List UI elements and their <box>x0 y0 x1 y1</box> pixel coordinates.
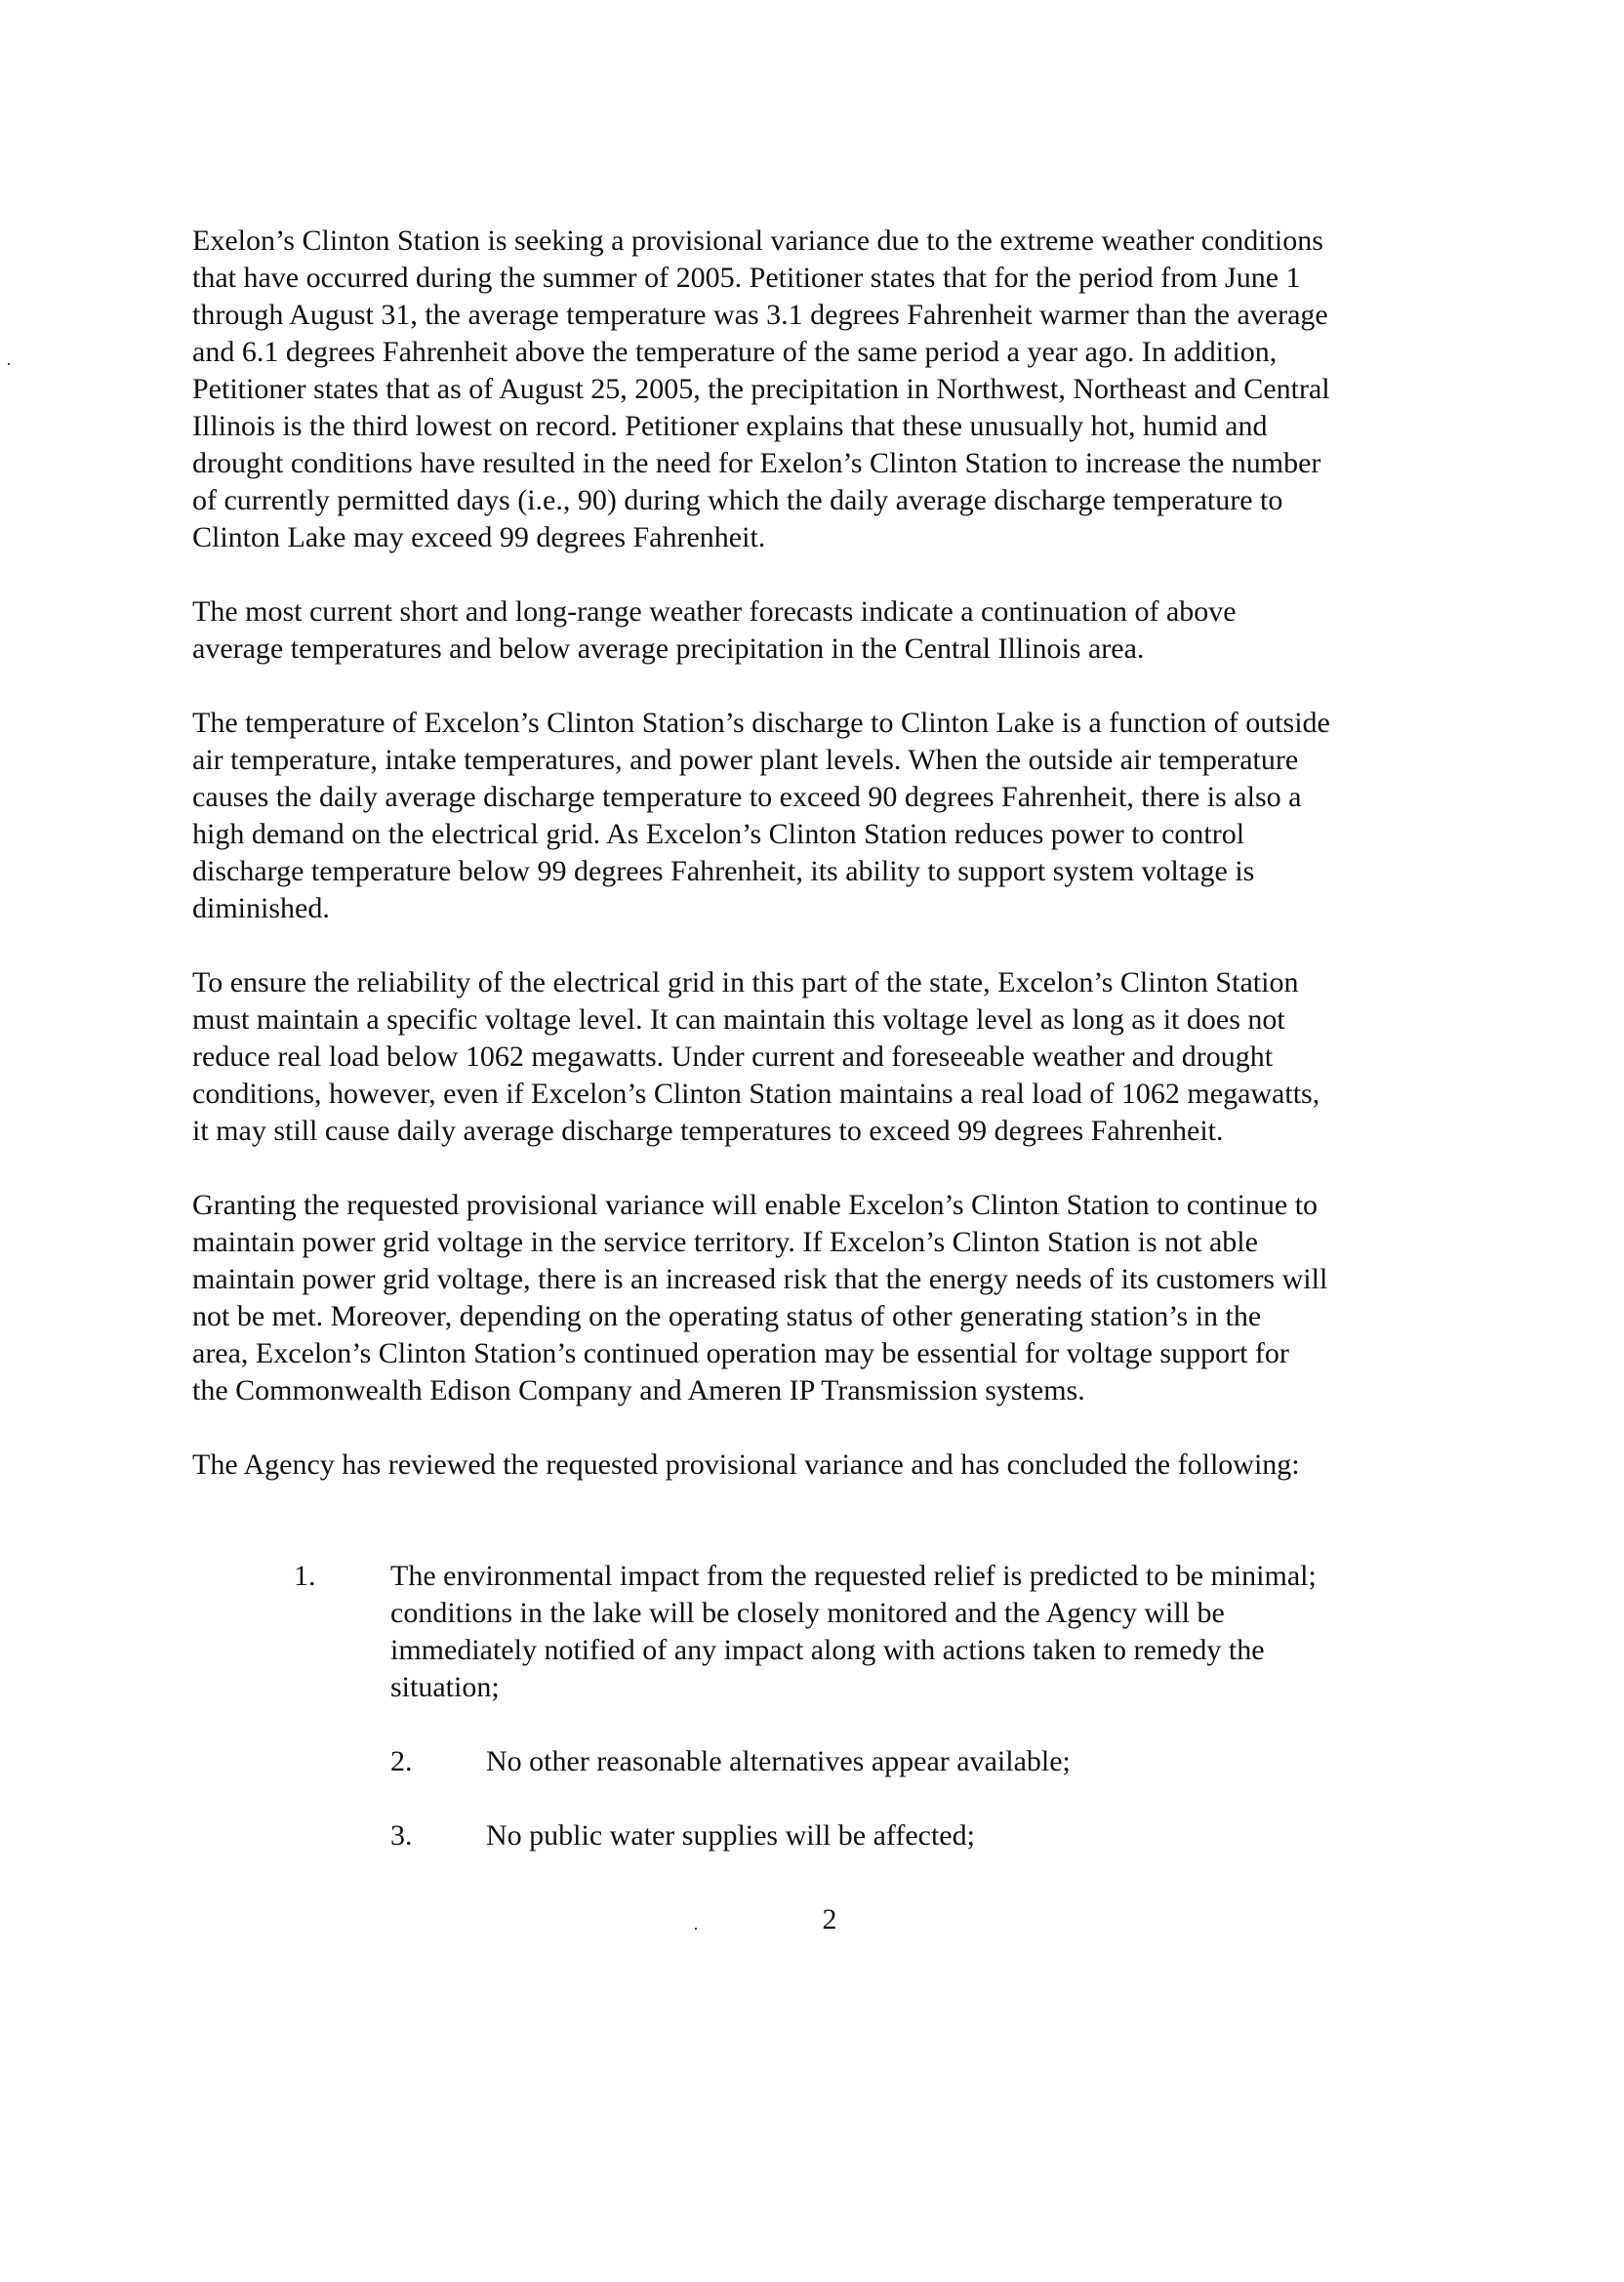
scan-speck <box>695 1928 697 1930</box>
list-number: 3. <box>390 1819 413 1852</box>
paragraph-line: it may still cause daily average discharge temperatures to exceed 99 degrees Fahrenheit. <box>192 1115 1224 1147</box>
paragraph-line: of currently permitted days (i.e., 90) during which the daily average discharge temperature to <box>192 484 1283 516</box>
list-item-line: No public water supplies will be affected; <box>486 1819 975 1852</box>
page-number: 2 <box>822 1903 837 1936</box>
list-number: 1. <box>294 1560 316 1592</box>
list-item-line: conditions in the lake will be closely monitored and the Agency will be <box>390 1597 1225 1629</box>
paragraph-line: maintain power grid voltage, there is an increased risk that the energy needs of its customers will <box>192 1263 1328 1295</box>
paragraph-line: diminished. <box>192 892 330 924</box>
list-item-line: No other reasonable alternatives appear available; <box>486 1745 1071 1777</box>
list-number: 2. <box>390 1745 413 1777</box>
paragraph-line: reduce real load below 1062 megawatts. Under current and foreseeable weather and drought <box>192 1040 1274 1073</box>
paragraph-line: discharge temperature below 99 degrees Fahrenheit, its ability to support system voltage is <box>192 855 1255 887</box>
list-item-line: immediately notified of any impact along with actions taken to remedy the <box>390 1634 1265 1666</box>
paragraph-line: must maintain a specific voltage level. It can maintain this voltage level as long as it does not <box>192 1003 1285 1036</box>
paragraph-line: Clinton Lake may exceed 99 degrees Fahrenheit. <box>192 521 766 553</box>
paragraph-line: high demand on the electrical grid. As Excelon’s Clinton Station reduces power to control <box>192 818 1245 850</box>
paragraph-line: through August 31, the average temperature was 3.1 degrees Fahrenheit warmer than the average <box>192 299 1328 331</box>
paragraph-line: The most current short and long-range weather forecasts indicate a continuation of above <box>192 595 1237 628</box>
paragraph-line: The temperature of Excelon’s Clinton Station’s discharge to Clinton Lake is a function of outside <box>192 707 1330 739</box>
paragraph-line: and 6.1 degrees Fahrenheit above the temperature of the same period a year ago. In addition, <box>192 336 1278 368</box>
paragraph-line: Petitioner states that as of August 25, 2005, the precipitation in Northwest, Northeast and Central <box>192 373 1330 405</box>
paragraph-line: The Agency has reviewed the requested provisional variance and has concluded the following: <box>192 1448 1300 1481</box>
paragraph-line: average temperatures and below average precipitation in the Central Illinois area. <box>192 632 1145 665</box>
paragraph-line: air temperature, intake temperatures, and power plant levels. When the outside air temperature <box>192 744 1299 776</box>
paragraph-line: drought conditions have resulted in the need for Exelon’s Clinton Station to increase the number <box>192 447 1321 479</box>
paragraph-line: causes the daily average discharge temperature to exceed 90 degrees Fahrenheit, there is also a <box>192 781 1302 813</box>
paragraph-line: that have occurred during the summer of 2005. Petitioner states that for the period from June 1 <box>192 262 1301 294</box>
paragraph-line: Exelon’s Clinton Station is seeking a provisional variance due to the extreme weather conditions <box>192 224 1323 257</box>
list-item-line: The environmental impact from the requested relief is predicted to be minimal; <box>390 1560 1317 1592</box>
paragraph-line: not be met. Moreover, depending on the operating status of other generating station’s in the <box>192 1300 1262 1332</box>
paragraph-line: maintain power grid voltage in the service territory. If Excelon’s Clinton Station is not able <box>192 1226 1258 1258</box>
list-item-line: situation; <box>390 1671 500 1703</box>
paragraph-line: Illinois is the third lowest on record. Petitioner explains that these unusually hot, humid and <box>192 410 1268 442</box>
paragraph-line: Granting the requested provisional variance will enable Excelon’s Clinton Station to continue to <box>192 1189 1319 1221</box>
paragraph-line: To ensure the reliability of the electrical grid in this part of the state, Excelon’s Clinton Station <box>192 966 1299 998</box>
paragraph-line: the Commonwealth Edison Company and Ameren IP Transmission systems. <box>192 1374 1085 1406</box>
paragraph-line: area, Excelon’s Clinton Station’s continued operation may be essential for voltage support for <box>192 1337 1289 1369</box>
paragraph-line: conditions, however, even if Excelon’s Clinton Station maintains a real load of 1062 megawatts, <box>192 1078 1320 1110</box>
scan-speck <box>8 363 10 365</box>
